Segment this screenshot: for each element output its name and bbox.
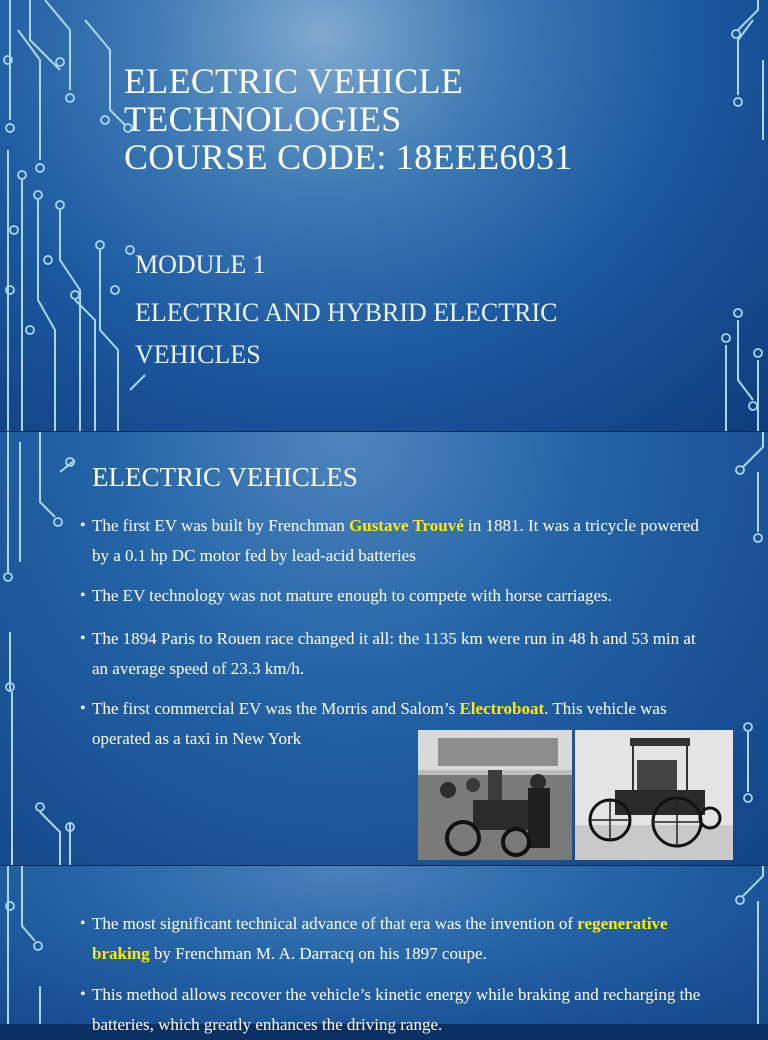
slide-title (124, 62, 684, 176)
highlight-term: regenerative braking (92, 914, 668, 963)
bullet-item-2 (80, 980, 712, 1040)
subtitle-line-2: VEHICLES (135, 340, 261, 369)
bullet-text: The 1894 Paris to Rouen race changed it all: the 1135 km were run in 48 h and 53 min at an average speed of 23.3 km/h. (92, 629, 696, 678)
title-line-1: ELECTRIC VEHICLE (124, 61, 464, 101)
circuit-decoration-right (708, 0, 768, 432)
bullet-text: The first EV was built by Frenchman (92, 516, 350, 535)
subtitle-line-1: ELECTRIC AND HYBRID ELECTRIC (135, 298, 558, 327)
bullet-item-3 (80, 624, 712, 684)
slide-heading: ELECTRIC VEHICLES (92, 462, 358, 492)
highlight-name: Gustave Trouvé (349, 516, 464, 535)
bullet-item-1 (80, 909, 712, 969)
bullet-text: . This vehicle was operated as a taxi in New York (92, 699, 667, 748)
bullet-text: in 1881. It was a tricycle powered by a 0.1 hp DC motor fed by lead-acid batteries (92, 516, 699, 565)
circuit-decoration-right (718, 866, 768, 1024)
circuit-decoration-left (0, 432, 80, 866)
regenerative-braking-slide (0, 866, 768, 1034)
bullet-text: The first commercial EV was the Morris and Salom’s (92, 699, 460, 718)
bullet-text: The most significant technical advance of that era was the invention of (92, 914, 578, 933)
bullet-item-1 (80, 511, 712, 571)
bullet-text: The EV technology was not mature enough to compete with horse carriages. (92, 586, 612, 605)
bullet-text: This method allows recover the vehicle’s kinetic energy while braking and recharging the batteries, which greatly enhances the driving range. (92, 985, 701, 1034)
historic-race-photo (418, 730, 572, 860)
module-label: MODULE 1 (135, 250, 266, 279)
bullet-text: by Frenchman M. A. Darracq on his 1897 coupe. (149, 944, 487, 963)
circuit-decoration-left (0, 866, 50, 1024)
title-slide (0, 0, 768, 432)
title-line-3: COURSE CODE: 18EEE6031 (124, 137, 573, 177)
electric-vehicles-slide (0, 432, 768, 866)
highlight-name: Electroboat (459, 699, 545, 718)
title-line-2: TECHNOLOGIES (124, 99, 402, 139)
slide-subtitle (135, 292, 695, 376)
bullet-item-2 (80, 581, 712, 611)
early-electric-car-photo (575, 730, 733, 860)
